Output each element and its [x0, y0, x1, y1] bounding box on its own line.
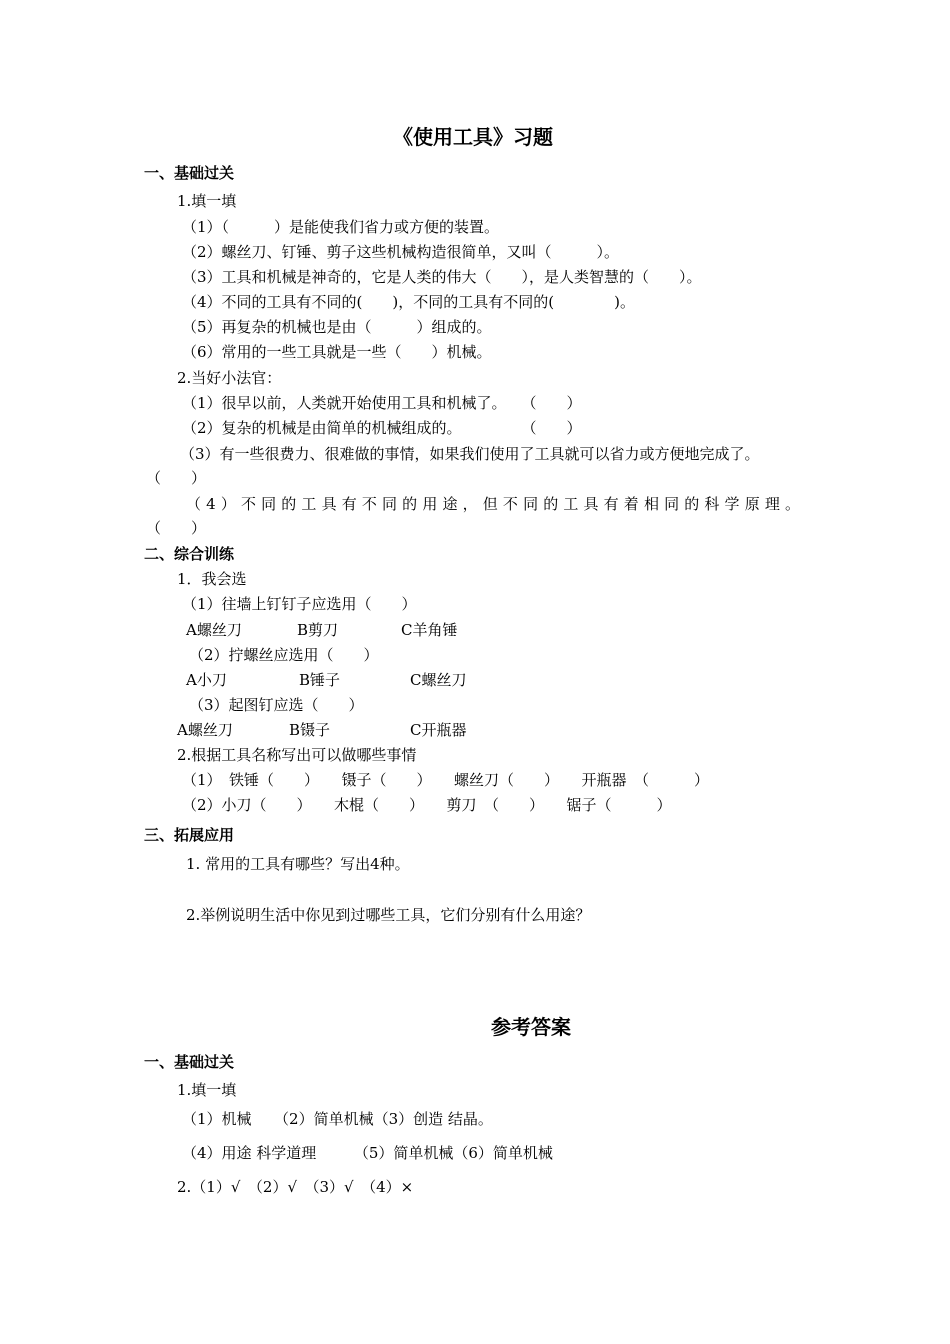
- s2-q1-sub-1-opt-c: C羊角锤: [401, 621, 458, 639]
- s1-q2-item-4: （4）不同的工具有不同的用途，但不同的工具有着相同的科学原理。: [186, 495, 800, 513]
- s2-q2-row-2: （2）小刀（ ） 木棍（ ） 剪刀 （ ） 锯子（ ）: [182, 796, 672, 814]
- s2-q1-sub-3-opt-c: C开瓶器: [410, 721, 467, 739]
- answers-line-2: （4）用途 科学道理 （5）简单机械（6）简单机械: [182, 1144, 553, 1162]
- s2-q1-sub-1: （1）往墙上钉钉子应选用（ ）: [182, 595, 417, 613]
- section3-heading: 三、拓展应用: [144, 826, 235, 844]
- s2-q1-sub-2-opt-b: B锤子: [299, 671, 341, 689]
- s1-q2-item-3: （3）有一些很费力、很难做的事情，如果我们使用了工具就可以省力或方便地完成了。: [180, 445, 760, 463]
- s2-q1-title: 1．我会选: [177, 570, 247, 588]
- answers-line-3: 2.（1）√ （2）√ （3）√ （4）×: [177, 1178, 414, 1196]
- s2-q1-sub-3-opt-b: B镊子: [289, 721, 331, 739]
- s2-q1-sub-1-opt-b: B剪刀: [297, 621, 339, 639]
- s1-q1-item-5: （5）再复杂的机械也是由（ ）组成的。: [182, 318, 492, 336]
- s1-q1-title: 1.填一填: [177, 192, 237, 210]
- section1-heading: 一、基础过关: [144, 164, 235, 182]
- section2-heading: 二、综合训练: [144, 545, 235, 563]
- answers-line-1: （1）机械 （2）简单机械（3）创造 结晶。: [182, 1110, 493, 1128]
- answers-heading: 一、基础过关: [144, 1053, 235, 1071]
- exercise-title: 《使用工具》习题: [393, 125, 553, 149]
- s1-q2-item-3-paren: （ ）: [146, 469, 207, 487]
- s1-q1-item-1: （1）（ ）是能使我们省力或方便的装置。: [182, 218, 500, 236]
- s1-q2-title: 2.当好小法官：: [177, 369, 282, 387]
- s2-q1-sub-3: （3）起图钉应选（ ）: [189, 696, 364, 714]
- s1-q2-item-2: （2）复杂的机械是由简单的机械组成的。 （ ）: [182, 419, 582, 437]
- s1-q2-item-1: （1）很早以前，人类就开始使用工具和机械了。 （ ）: [182, 394, 582, 412]
- s2-q2-row-1: （1） 铁锤（ ） 镊子（ ） 螺丝刀（ ） 开瓶器 （ ）: [182, 771, 710, 789]
- s1-q1-item-4: （4）不同的工具有不同的( )，不同的工具有不同的( )。: [182, 293, 635, 311]
- answers-title: 参考答案: [491, 1015, 571, 1039]
- s3-q1: 1. 常用的工具有哪些？写出4种。: [186, 855, 410, 873]
- s1-q2-item-4-paren: （ ）: [146, 519, 207, 537]
- s1-q1-item-3: （3）工具和机械是神奇的，它是人类的伟大（ ），是人类智慧的（ ）。: [182, 268, 702, 286]
- s2-q1-sub-3-opt-a: A螺丝刀: [177, 721, 233, 739]
- s2-q1-sub-2: （2）拧螺丝应选用（ ）: [189, 646, 379, 664]
- s2-q1-sub-2-opt-a: A小刀: [186, 671, 227, 689]
- s2-q1-sub-2-opt-c: C螺丝刀: [410, 671, 467, 689]
- s1-q1-item-6: （6）常用的一些工具就是一些（ ）机械。: [182, 343, 492, 361]
- s1-q1-item-2: （2）螺丝刀、钉锤、剪子这些机械构造很简单，又叫（ ）。: [182, 243, 620, 261]
- answers-q1-title: 1.填一填: [177, 1081, 237, 1099]
- s2-q1-sub-1-opt-a: A螺丝刀: [186, 621, 242, 639]
- s2-q2-title: 2.根据工具名称写出可以做哪些事情: [177, 746, 417, 764]
- s3-q2: 2.举例说明生活中你见到过哪些工具，它们分别有什么用途？: [186, 906, 591, 924]
